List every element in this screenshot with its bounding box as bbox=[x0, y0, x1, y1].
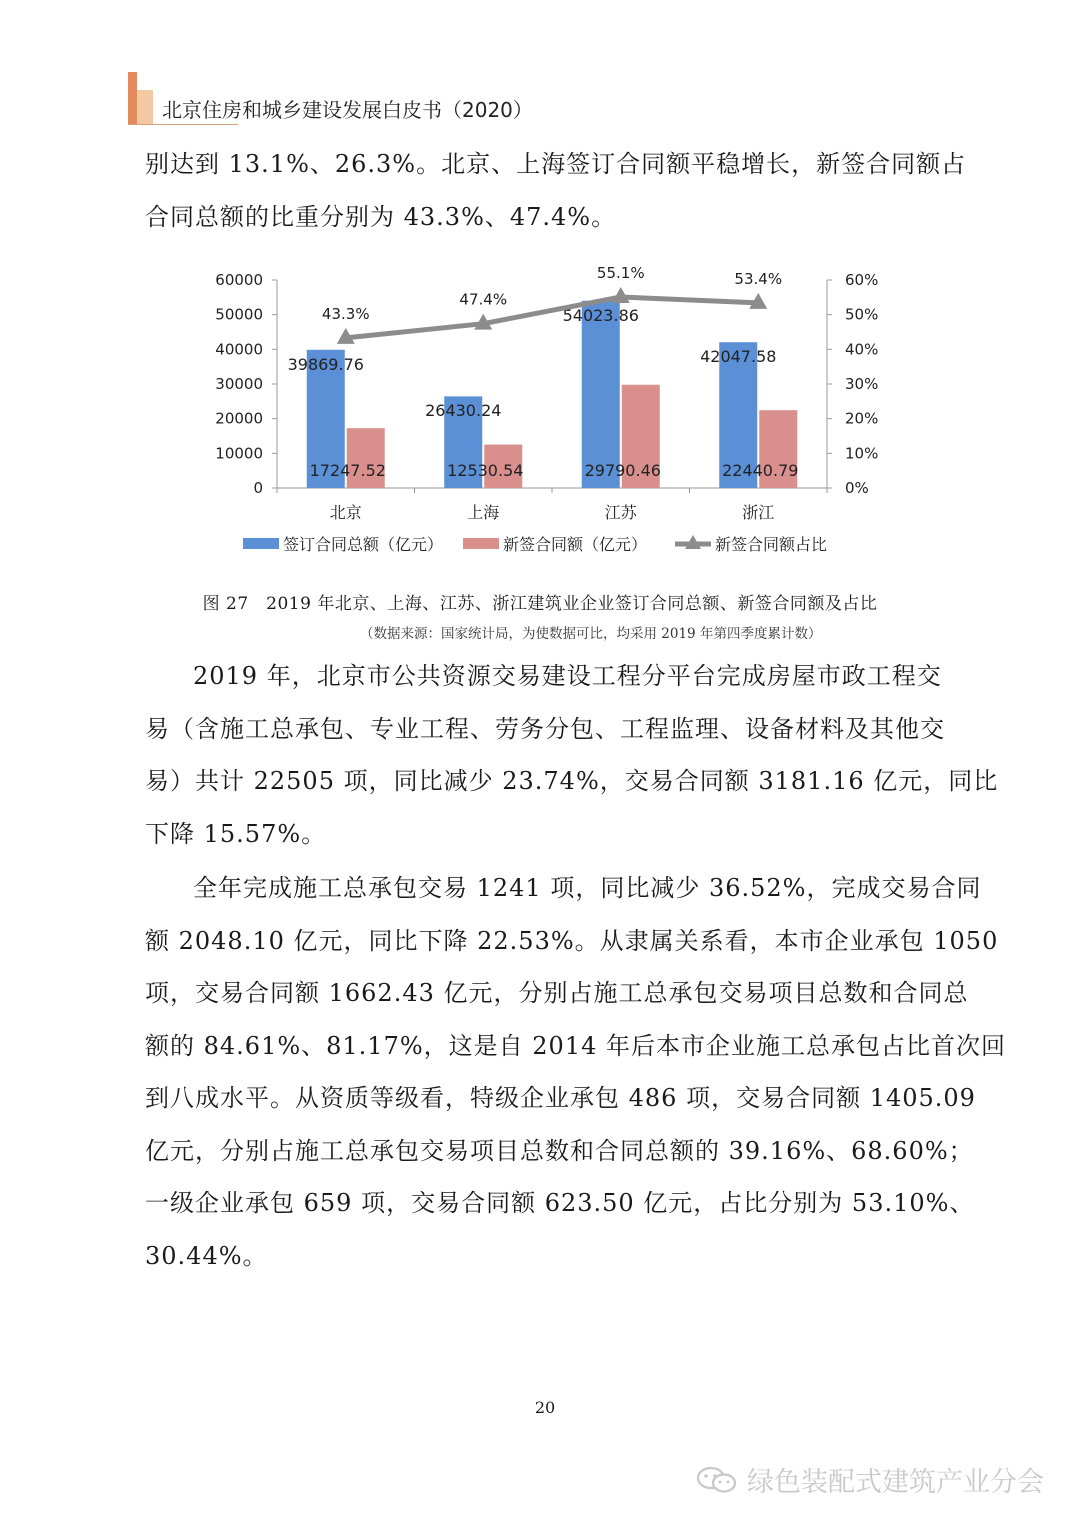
y-tick-label-right: 60% bbox=[845, 271, 879, 289]
line-data-label: 53.4% bbox=[734, 269, 783, 288]
x-tick-label: 江苏 bbox=[604, 503, 637, 522]
y-tick-label-left: 30000 bbox=[215, 375, 263, 393]
y-tick-label-left: 0 bbox=[253, 479, 263, 497]
bar-data-label-total: 54023.86 bbox=[562, 306, 639, 325]
y-tick-label-right: 10% bbox=[845, 444, 879, 463]
text-line: 别达到 13.1%、26.3%。北京、上海签订合同额平稳增长，新签合同额占 bbox=[145, 150, 967, 178]
line-data-label: 55.1% bbox=[596, 263, 645, 282]
x-tick-label: 上海 bbox=[467, 503, 500, 522]
x-tick-label: 北京 bbox=[329, 503, 362, 522]
wechat-icon bbox=[695, 1465, 739, 1495]
text-line: 一级企业承包 659 项，交易合同额 623.50 亿元，占比分别为 53.10%、 bbox=[145, 1189, 975, 1217]
line-new-contract-share bbox=[346, 297, 759, 338]
text-line: 2019 年，北京市公共资源交易建设工程分平台完成房屋市政工程交 bbox=[193, 662, 942, 690]
legend-label: 新签合同额占比 bbox=[715, 535, 828, 554]
contract-value-chart bbox=[195, 260, 895, 570]
legend-swatch bbox=[243, 538, 279, 549]
running-header: 北京住房和城乡建设发展白皮书（2020） bbox=[162, 98, 533, 122]
figure-caption: 图 27 2019 年北京、上海、江苏、浙江建筑业企业签订合同总额、新签合同额及占比 bbox=[202, 594, 878, 614]
page-number: 20 bbox=[534, 1398, 556, 1417]
bar-data-label-new: 12530.54 bbox=[447, 461, 524, 480]
bar-data-label-total: 42047.58 bbox=[700, 347, 777, 366]
text-line: 项，交易合同额 1662.43 亿元，分别占施工总承包交易项目总数和合同总 bbox=[145, 979, 969, 1007]
bar-data-label-new: 17247.52 bbox=[309, 461, 386, 480]
bar-data-label-new: 29790.46 bbox=[584, 461, 661, 480]
header-accent-bar bbox=[128, 72, 137, 124]
y-tick-label-left: 50000 bbox=[215, 305, 263, 324]
y-tick-label-left: 20000 bbox=[215, 409, 263, 428]
figure-source-note: （数据来源：国家统计局，为使数据可比，均采用 2019 年第四季度累计数） bbox=[360, 626, 822, 642]
y-tick-label-right: 0% bbox=[845, 479, 869, 497]
y-tick-label-right: 30% bbox=[845, 375, 879, 393]
paragraph-general-contracting bbox=[145, 862, 1006, 1282]
watermark bbox=[695, 1460, 1044, 1499]
y-tick-label-right: 50% bbox=[845, 305, 879, 324]
y-tick-label-right: 40% bbox=[845, 340, 879, 359]
text-line: 合同总额的比重分别为 43.3%、47.4%。 bbox=[145, 202, 617, 231]
y-tick-label-left: 40000 bbox=[215, 340, 263, 359]
bar-data-label-total: 26430.24 bbox=[425, 401, 502, 420]
watermark-text: 绿色装配式建筑产业分会 bbox=[747, 1467, 1044, 1498]
text-line: 额的 84.61%、81.17%，这是自 2014 年后本市企业施工总承包占比首次回 bbox=[145, 1031, 1006, 1060]
line-data-label: 43.3% bbox=[321, 304, 370, 323]
paragraph-top bbox=[145, 138, 967, 243]
header-accent-bar-light bbox=[137, 90, 153, 124]
text-line: 额 2048.10 亿元，同比下降 22.53%。从隶属关系看，本市企业承包 1050 bbox=[145, 926, 999, 955]
paragraph-transactions bbox=[145, 650, 999, 860]
text-line: 30.44%。 bbox=[145, 1241, 268, 1270]
y-tick-label-left: 10000 bbox=[215, 444, 263, 463]
legend-swatch bbox=[463, 538, 499, 549]
x-tick-label: 浙江 bbox=[742, 503, 775, 522]
text-line: 亿元，分别占施工总承包交易项目总数和合同总额的 39.16%、68.60%； bbox=[145, 1136, 974, 1165]
text-line: 易）共计 22505 项，同比减少 23.74%，交易合同额 3181.16 亿元，同比 bbox=[145, 767, 999, 795]
bar-total-contract bbox=[582, 301, 620, 488]
y-tick-label-right: 20% bbox=[845, 409, 879, 428]
bar-data-label-total: 39869.76 bbox=[287, 355, 364, 374]
text-line: 到八成水平。从资质等级看，特级企业承包 486 项，交易合同额 1405.09 bbox=[145, 1084, 976, 1112]
text-line: 全年完成施工总承包交易 1241 项，同比减少 36.52%，完成交易合同 bbox=[193, 874, 982, 902]
y-tick-label-left: 60000 bbox=[215, 271, 263, 289]
bar-data-label-new: 22440.79 bbox=[722, 461, 799, 480]
line-data-label: 47.4% bbox=[459, 290, 508, 309]
text-line: 下降 15.57%。 bbox=[145, 819, 327, 848]
legend-label: 新签合同额（亿元） bbox=[503, 535, 648, 554]
text-line: 易（含施工总承包、专业工程、劳务分包、工程监理、设备材料及其他交 bbox=[145, 714, 945, 743]
legend-label: 签订合同总额（亿元） bbox=[283, 535, 444, 554]
header-rule bbox=[128, 124, 238, 125]
